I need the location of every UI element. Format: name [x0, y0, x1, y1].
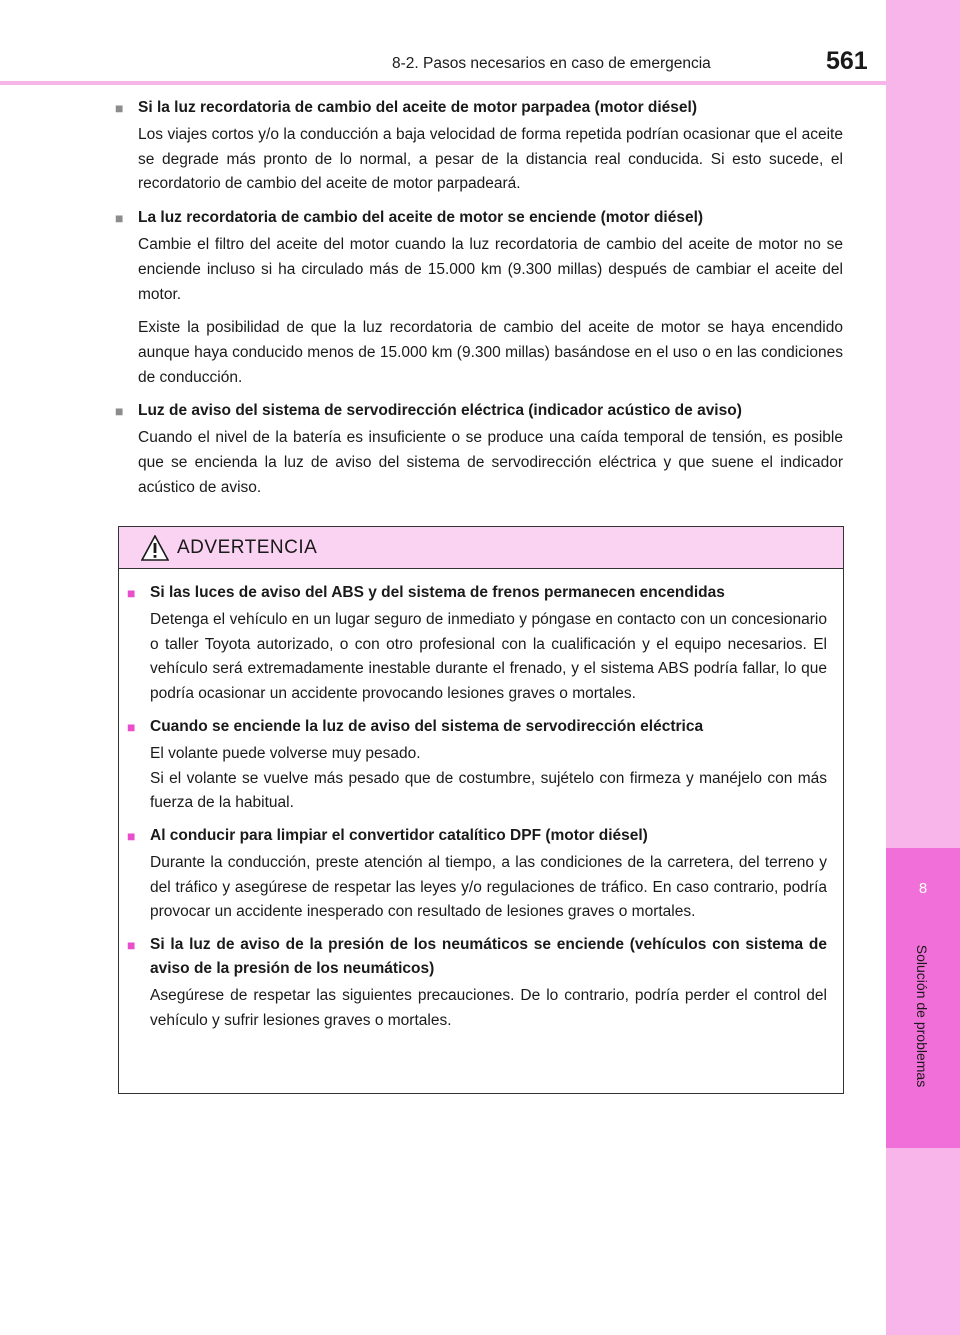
warning-heading: ■ Al conducir para limpiar el convertidor catalítico DPF (motor diésel): [127, 824, 827, 848]
square-bullet-icon: ■: [115, 403, 124, 420]
warning-heading: ■ Cuando se enciende la luz de aviso del sistema de servodirección eléctrica: [127, 715, 827, 739]
paragraph: Durante la conducción, preste atención al tiempo, a las condiciones de la carretera, del terreno y del tráfico y asegúrese de respetar las leyes y/o regulaciones de tráfico. En caso contrario, podría provocar un accidente inesperado con resultado de lesiones graves o mortales.: [150, 853, 827, 921]
warning-section-power-steering: [127, 715, 827, 816]
paragraph: Los viajes cortos y/o la conducción a baja velocidad de forma repetida podrían ocasionar que el aceite se degrade más pronto de lo normal, a pesar de la distancia real conducida. Si esto sucede, el recordatorio de cambio del aceite de motor parpadeará.: [138, 126, 843, 193]
square-bullet-icon: ■: [115, 100, 124, 116]
paragraph: Si el volante se vuelve más pesado que de costumbre, sujételo con firmeza y manéjelo con más fuerza de la habitual.: [150, 769, 827, 812]
warning-triangle-icon: [141, 535, 169, 561]
main-content: [115, 96, 843, 509]
warning-section-dpf: [127, 824, 827, 925]
chapter-number: 8: [918, 880, 928, 897]
warning-section-tire-pressure: [127, 933, 827, 1033]
warning-title: ADVERTENCIA: [177, 536, 318, 558]
section-header-title: 8-2. Pasos necesarios en caso de emergencia: [392, 55, 711, 72]
section-heading: ■ La luz recordatoria de cambio del aceite de motor se enciende (motor diésel): [115, 206, 843, 230]
warning-heading: ■ Si la luz de aviso de la presión de los neumáticos se enciende (vehículos con sistema de aviso de la presión de los neumáticos): [127, 933, 827, 981]
square-bullet-icon: ■: [115, 210, 124, 227]
paragraph: Existe la posibilidad de que la luz recordatoria de cambio del aceite de motor se haya encendido aunque haya conducido menos de 15.000 km (9.300 millas) basándose en el uso o en las condiciones de conducción.: [138, 319, 843, 386]
square-bullet-icon: ■: [127, 718, 136, 735]
paragraph: Cuando el nivel de la batería es insuficiente o se produce una caída temporal de tensión, es posible que se encienda la luz de aviso del sistema de servodirección eléctrica y que suene el indicador acústico de aviso.: [138, 429, 843, 496]
section-heading: ■ Luz de aviso del sistema de servodirección eléctrica (indicador acústico de aviso): [115, 399, 843, 423]
square-bullet-icon: ■: [127, 827, 136, 844]
square-bullet-icon: ■: [127, 937, 136, 954]
paragraph: El volante puede volverse muy pesado.: [150, 744, 421, 762]
section-power-steering-light: [115, 399, 843, 500]
paragraph: Asegúrese de respetar las siguientes precauciones. De lo contrario, podría perder el control del vehículo y sufrir lesiones graves o mortales.: [150, 987, 827, 1029]
paragraph: Cambie el filtro del aceite del motor cuando la luz recordatoria de cambio del aceite de motor no se enciende incluso si ha circulado más de 15.000 km (9.300 millas) después de cambiar el aceite del motor.: [138, 236, 843, 303]
section-heading: ■ Si la luz recordatoria de cambio del aceite de motor parpadea (motor diésel): [115, 96, 843, 120]
paragraph: Detenga el vehículo en un lugar seguro de inmediato y póngase en contacto con un concesionario o taller Toyota autorizado, o con otro profesional con la cualificación y el equipo necesarios. El vehículo será extremadamente inestable durante el frenado, y el sistema ABS podría fallar, lo que podría ocasionar un accidente provocando lesiones graves o mortales.: [150, 611, 827, 703]
section-oil-reminder-blinks: [115, 96, 843, 197]
warning-body: [119, 569, 843, 1033]
warning-heading: ■ Si las luces de aviso del ABS y del sistema de frenos permanecen encendidas: [127, 581, 827, 605]
header-divider: [0, 81, 886, 85]
warning-section-abs: [127, 581, 827, 707]
square-bullet-icon: ■: [127, 585, 136, 601]
section-oil-reminder-on: [115, 206, 843, 390]
chapter-label: Solución de problemas: [914, 944, 930, 1088]
warning-header: [119, 527, 843, 569]
warning-box: [118, 526, 844, 1094]
page-number: 561: [826, 47, 868, 75]
